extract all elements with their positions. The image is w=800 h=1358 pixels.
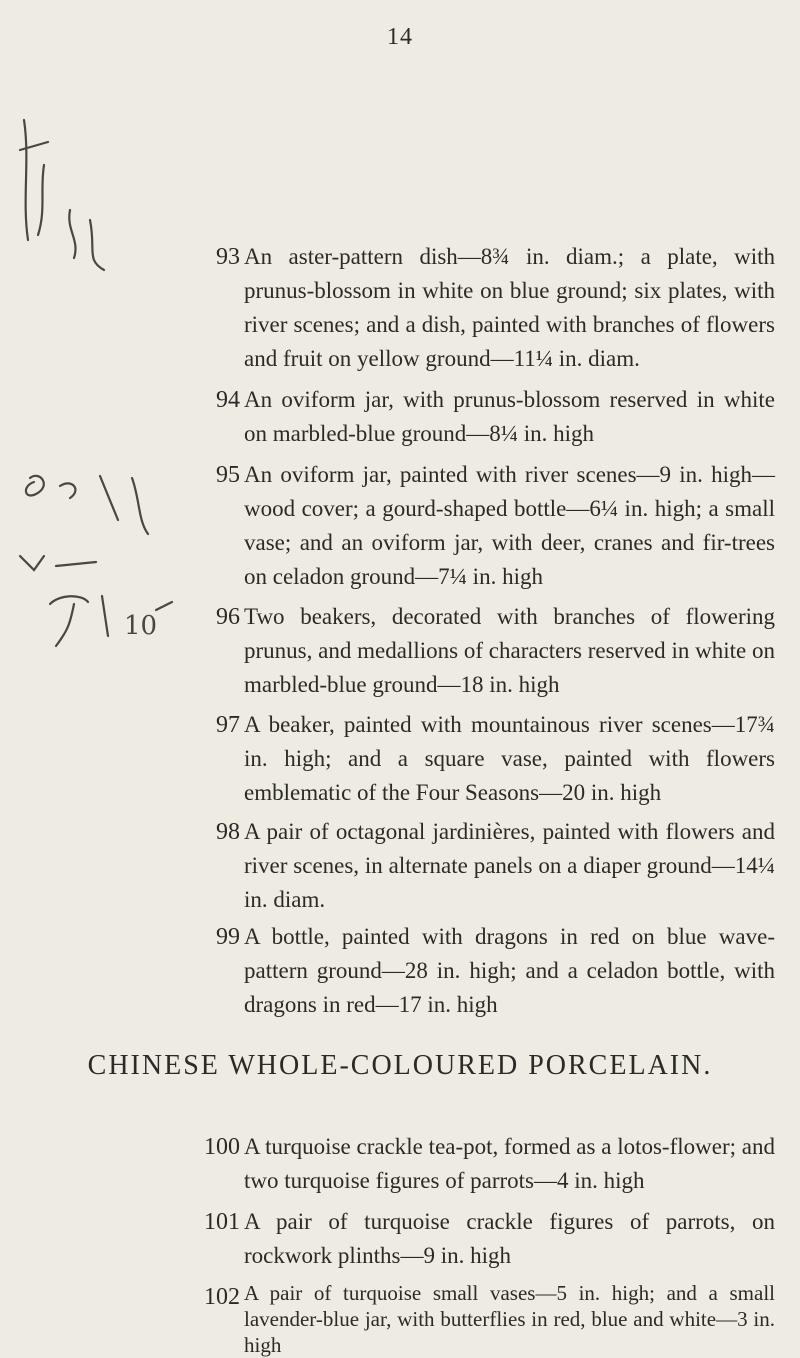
page-number: 14 [387,24,413,50]
lot-number: 99 [216,924,240,950]
annotation-stroke [100,476,118,520]
lot-description: Two beakers, decorated with branches of flowering prunus, and medallions of characters reserved in white on marbled-blue ground—18 in. high [244,604,775,697]
annotation-stroke [26,476,44,496]
lot-number: 93 [216,244,240,270]
lot-number: 95 [216,462,240,488]
lot-description: A bottle, painted with dragons in red on blue wave-pattern ground—28 in. high; and a celadon bottle, with dragons in red—17 in. high [244,924,775,1017]
lot-description: A pair of octagonal jardinières, painted with flowers and river scenes, in alternate panels on a diaper ground—14¼ in. diam. [244,819,775,912]
margin-note: 10 [124,611,158,641]
annotation-stroke [56,604,74,646]
annotation-stroke [60,483,75,498]
lot-number: 97 [216,712,240,738]
lot-description: A turquoise crackle tea-pot, formed as a lotos-flower; and two turquoise figures of parrots—4 in. high [244,1134,775,1193]
annotation-stroke [102,596,108,636]
lot-number: 100 [204,1134,240,1160]
lot-number: 101 [204,1209,240,1235]
annotation-stroke [24,120,28,240]
annotation-stroke [50,596,88,604]
annotation-stroke [56,562,96,566]
lot-number: 98 [216,819,240,845]
lot-number: 96 [216,604,240,630]
lot-description: A pair of turquoise crackle figures of parrots, on rockwork plinths—9 in. high [244,1209,775,1268]
lot-description: A pair of turquoise small vases—5 in. high; and a small lavender-blue jar, with butterflies in red, blue and white—3 in. high [244,1281,775,1357]
lot-number: 102 [204,1284,240,1310]
annotation-stroke [20,556,44,570]
annotation-stroke [90,220,104,270]
section-heading: CHINESE WHOLE-COLOURED PORCELAIN. [87,1050,713,1081]
lot-description: An oviform jar, painted with river scenes—9 in. high—wood cover; a gourd-shaped bottle—6¼ in. high; a small vase; and an oviform jar, with deer, cranes and fir-trees on celadon ground—7¼ in. high [244,462,775,589]
annotation-stroke [156,602,172,610]
lot-description: A beaker, painted with mountainous river scenes—17¾ in. high; and a square vase, painted with flowers emblematic of the Four Seasons—20 in. high [244,712,775,805]
lot-number: 94 [216,387,240,413]
margin-annotations [0,0,180,760]
annotation-stroke [132,478,148,534]
annotation-stroke [20,142,48,150]
lot-description: An aster-pattern dish—8¾ in. diam.; a plate, with prunus-blossom in white on blue ground; six plates, with river scenes; and a dish, painted with branches of flowers and fruit on yellow ground—11¼ in. diam. [244,244,775,371]
lot-description: An oviform jar, with prunus-blossom reserved in white on marbled-blue ground—8¼ in. high [244,387,775,446]
annotation-stroke [38,165,44,235]
annotation-stroke [69,210,75,258]
